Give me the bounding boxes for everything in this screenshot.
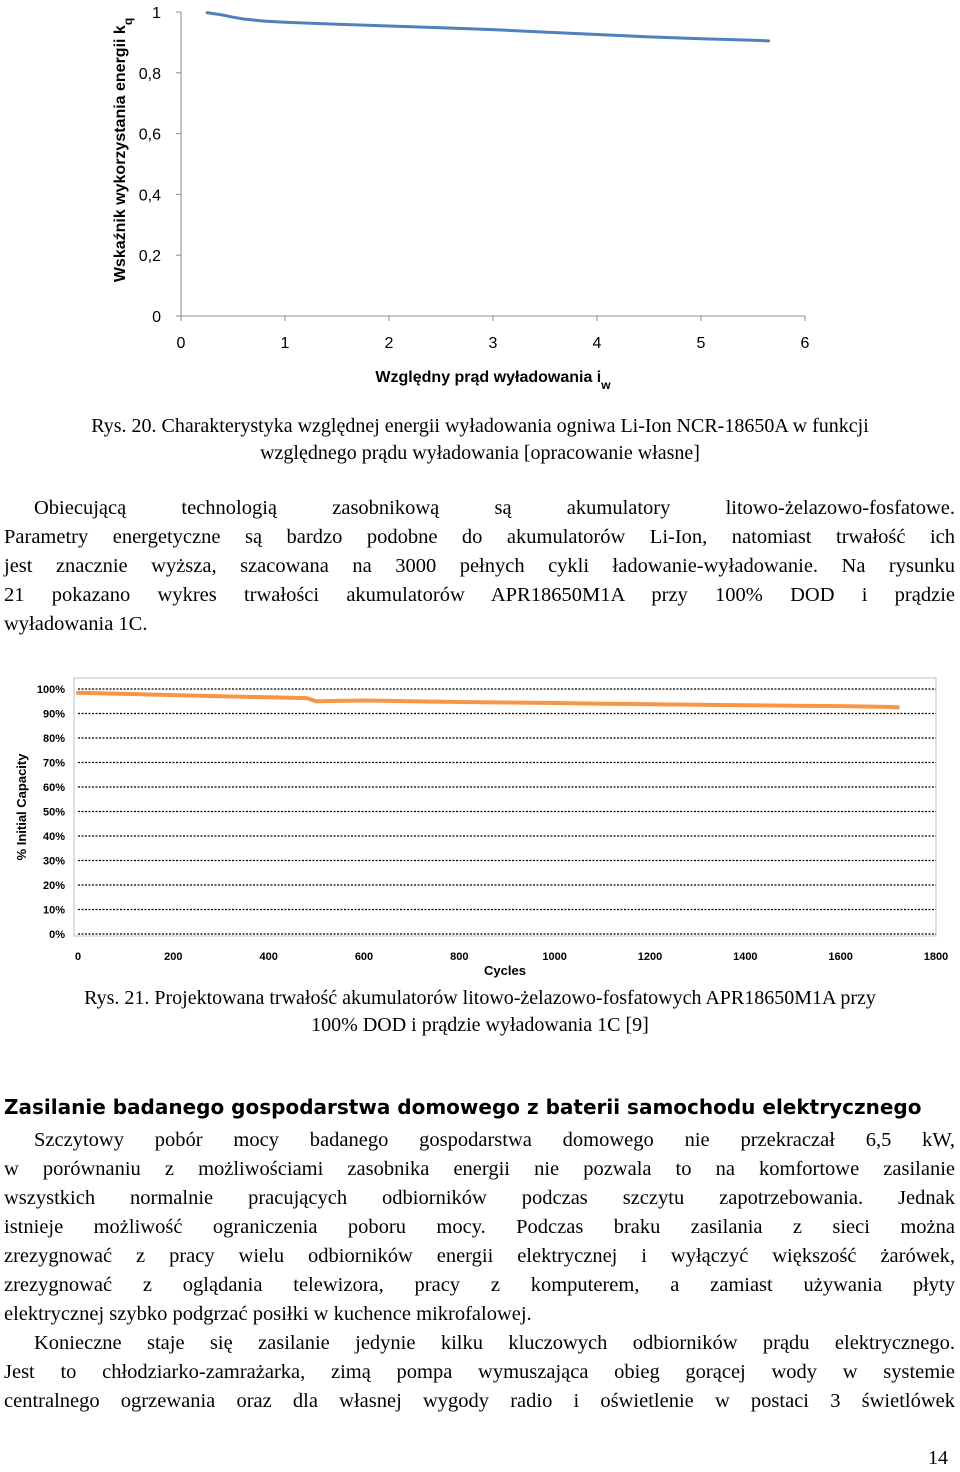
chart2-x-tick-label: 1200 [637,951,663,963]
chart-energy-utilization [0,0,960,395]
paragraph2-line: istnieje możliwość ograniczenia poboru mocy. Podczas braku zasilania z sieci można [4,1216,955,1238]
chart1-y-tick-label: 0,2 [138,248,161,266]
chart2-x-tick-label: 1800 [923,951,949,963]
paragraph2-line: zrezygnować z oglądania telewizora, pracy z komputerem, a zamiast używania płyty [4,1274,955,1296]
chart2-x-tick-label: 400 [259,951,278,963]
paragraph2-line: w porównaniu z możliwościami zasobnika energii nie pozwala to na komfortowe zasilanie [4,1158,955,1180]
chart1-x-tick-label: 2 [384,335,394,352]
paragraph3-line: centralnego ogrzewania oraz dla własnej wygody radio i oświetlenie w postaci 3 świetlówek [4,1390,955,1412]
paragraph1-line: 21 pokazano wykres trwałości akumulatorów APR18650M1A przy 100% DOD i prądzie [4,584,955,606]
chart2-y-tick-label: 60% [42,782,65,794]
chart2-plot-border [74,678,936,936]
figure1-caption [0,413,960,467]
chart2-x-tick-label: 1400 [733,951,758,963]
chart2-x-tick-label: 1000 [542,951,567,963]
chart1-y-tick-label: 0 [152,309,161,326]
figure1-caption-line1: Rys. 20. Charakterystyka względnej energii wyładowania ogniwa Li-Ion NCR-18650A w funkcji [91,415,869,437]
chart2-y-tick-label: 70% [42,757,65,770]
paragraph1-line: jest znacznie wyższa, szacowana na 3000 pełnych cykli ładowanie-wyładowanie. Na rysunku [4,555,955,577]
chart2-y-axis-label: % Initial Capacity [14,753,29,861]
chart2-x-tick-label: 200 [164,951,183,963]
paragraph1-line: wyładowania 1C. [4,613,148,635]
paragraph3-line: Konieczne staje się zasilanie jedynie kilku kluczowych odbiorników prądu elektrycznego. [34,1332,955,1354]
paragraph1-line: Obiecującą technologią zasobnikową są akumulatory litowo-żelazowo-fosfatowe. [34,497,955,519]
paragraph1-line: Parametry energetyczne są bardzo podobne do akumulatorów Li-Ion, natomiast trwałość ich [4,526,955,548]
chart1-x-axis-label: Względny prąd wyładowania $i_w$ [375,369,611,392]
chart1-ticks [139,5,810,352]
paragraph3-line: Jest to chłodziarko-zamrażarka, zimą pompa wymuszająca obieg gorącej wody w systemie [4,1361,955,1383]
paragraph-lfp-intro [4,494,955,639]
paragraph2-line: elektrycznej szybko podgrzać posiłki w kuchence mikrofalowej. [4,1303,532,1325]
figure2-caption-line1: Rys. 21. Projektowana trwałość akumulatorów litowo-żelazowo-fosfatowych APR18650M1A przy [84,987,876,1009]
chart1-x-tick-label: 0 [176,335,186,352]
chart2-y-tick-label: 40% [42,831,65,843]
chart1-series [207,13,769,41]
chart2-y-tick-label: 0% [49,929,65,941]
chart1-series-line [207,13,769,41]
section-heading: Zasilanie badanego gospodarstwa domowego z baterii samochodu elektrycznego [4,1095,922,1119]
paragraph-key-loads [4,1329,955,1416]
chart1-y-tick-label: 0,4 [138,187,161,205]
chart2-y-tick-label: 50% [42,806,65,819]
paragraph-peak-power [4,1126,955,1329]
chart1-axes [181,12,805,316]
chart2-y-tick-label: 80% [42,733,65,745]
chart2-y-tick-label: 10% [42,904,65,917]
chart2-x-tick-label: 1600 [828,951,853,963]
paragraph2-line: Szczytowy pobór mocy badanego gospodarstwa domowego nie przekraczał 6,5 kW, [34,1129,955,1151]
chart2-y-tick-label: 100% [36,684,65,696]
chart1-x-tick-label: 1 [280,335,290,352]
chart2-y-tick-label: 90% [42,708,65,721]
chart1-x-tick-label: 6 [800,335,810,352]
chart1-y-tick-label: 0,6 [138,126,161,144]
page-number: 14 [928,1447,948,1469]
chart2-x-tick-label: 600 [354,951,374,963]
chart2-x-axis-label: Cycles [484,963,526,978]
chart1-y-axis-label: Wskaźnik wykorzystania energii $k_q$ [112,17,135,283]
chart2-y-tick-label: 20% [42,880,65,892]
figure2-caption [0,985,960,1039]
chart1-x-tick-label: 3 [488,335,498,352]
figure1-caption-line2: względnego prądu wyładowania [opracowanie własne] [260,442,700,464]
chart1-y-tick-label: 1 [152,5,161,22]
chart2-x-tick-label: 800 [450,951,469,963]
chart1-y-tick-label: 0,8 [138,65,161,83]
chart2-y-tick-label: 30% [42,855,65,868]
figure2-caption-line2: 100% DOD i prądzie wyładowania 1C [9] [311,1014,649,1036]
paragraph2-line: wszystkich normalnie pracujących odbiorników podczas szczytu zapotrzebowania. Jednak [4,1187,955,1209]
chart2-x-tick-label: 0 [74,951,82,963]
paragraph2-line: zrezygnować z pracy wielu odbiorników energii elektrycznej i wyłączyć większość żarówek, [4,1245,955,1267]
chart1-x-tick-label: 5 [696,335,706,352]
chart-cycle-life [0,672,960,982]
chart1-x-tick-label: 4 [592,335,602,352]
